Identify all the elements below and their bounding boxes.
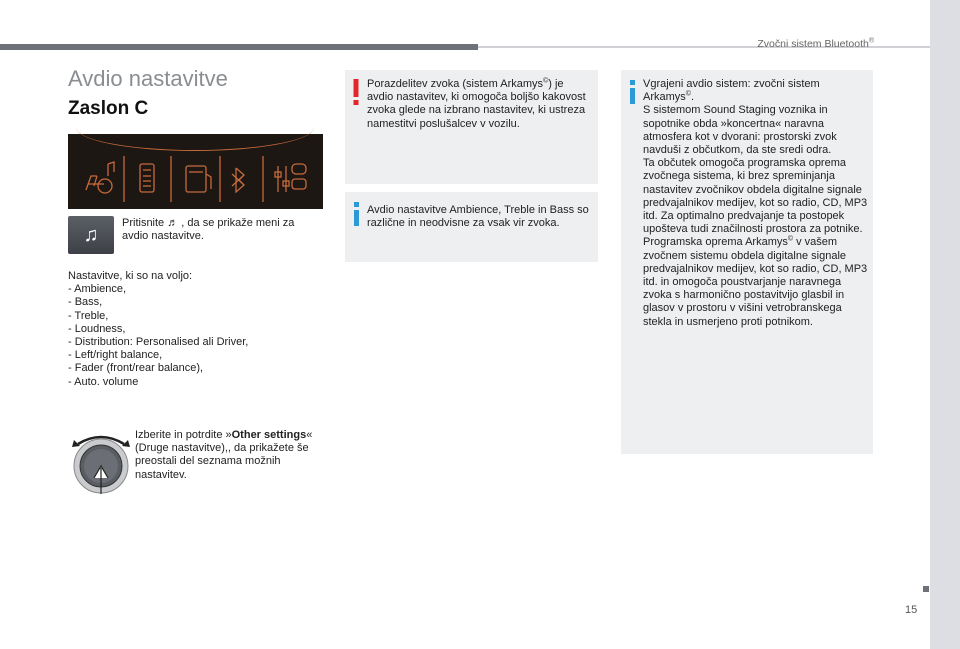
rotary-knob-icon — [70, 432, 132, 498]
list-item: - Fader (front/rear balance), — [68, 362, 204, 375]
list-item: - Ambience, — [68, 283, 127, 296]
list-item: - Bass, — [68, 296, 103, 309]
header-rule-dark — [0, 44, 478, 50]
list-item: - Loudness, — [68, 322, 126, 335]
info-text-1: Avdio nastavitve Ambience, Treble in Bass so različne in neodvisne za vsak vir zvoka. — [367, 204, 589, 230]
page-marker — [923, 586, 929, 592]
info-paragraph: Ta občutek omogoča programska oprema zvočnega sistema, ki brez spreminjanja nastavitev zvočnikov obdela digitalne signale predvajalnikov medijev, kot so radio, CD, MP3 itd. Za optimalno predvajanje ta postopek upošteva tudi značilnosti prostora za potnike. — [643, 157, 868, 236]
exclamation-icon — [353, 79, 359, 105]
phone-icon — [140, 164, 154, 192]
info-note-box-2 — [621, 70, 873, 454]
info-paragraph: Vgrajeni avdio sistem: zvočni sistem Arkamys©. — [643, 78, 820, 104]
chapter-title: Zvočni sistem Bluetooth® — [757, 37, 874, 50]
info-icon — [353, 202, 360, 226]
info-note-box-1 — [345, 192, 598, 262]
service-icon — [186, 166, 211, 192]
display-screen-illustration — [68, 134, 323, 209]
bluetooth-icon — [232, 168, 244, 192]
select-instruction: Izberite in potrdite »Other settings« (Druge nastavitve),, da prikažete še preostali del seznama možnih nastavitev. — [135, 429, 313, 481]
list-item: - Treble, — [68, 309, 109, 322]
settings-sliders-icon — [275, 164, 306, 192]
info-text-2 — [643, 78, 868, 329]
press-instruction: Pritisnite ♬ , da se prikaže meni za avdio nastavitve. — [122, 217, 295, 243]
info-paragraph: S sistemom Sound Staging voznika in sopotnike obda »koncertna« naravna atmosfera kot v dvorani: prostorski zvok navduši z občutkom, da ste sredi odra. — [643, 104, 837, 157]
info-paragraph: Programska oprema Arkamys© v vašem zvočnem sistemu obdela digitalne signale predvajalnikov medijev, kot so radio, CD, MP3 itd. in omogoča poustvarjanje naravnega zvoka s harmonično postavitvijo glasbil in glasov v prostoru v višini vetrobranskega stekla in usmerjeno proti potnikom. — [643, 235, 868, 328]
audio-settings-icon — [86, 162, 114, 193]
warning-note-box — [345, 70, 598, 184]
music-note-button-icon: ♫ — [68, 216, 114, 254]
available-settings-list — [68, 270, 328, 389]
warning-text: Porazdelitev zvoka (sistem Arkamys©) je avdio nastavitev, ki omogoča boljšo kakovost zvoka glede na izbrano nastavitev, ki ustreza namestitvi poslušalcev v vozilu. — [367, 77, 586, 130]
info-icon — [629, 80, 636, 104]
list-item: - Auto. volume — [68, 375, 139, 388]
page-side-strip — [930, 0, 960, 649]
page-number: 15 — [905, 604, 918, 616]
list-intro: Nastavitve, ki so na voljo: — [68, 270, 193, 282]
list-item: - Distribution: Personalised ali Driver, — [68, 336, 249, 349]
section-title: Zaslon C — [68, 98, 149, 119]
page-title: Avdio nastavitve — [68, 66, 228, 91]
list-item: - Left/right balance, — [68, 349, 163, 362]
